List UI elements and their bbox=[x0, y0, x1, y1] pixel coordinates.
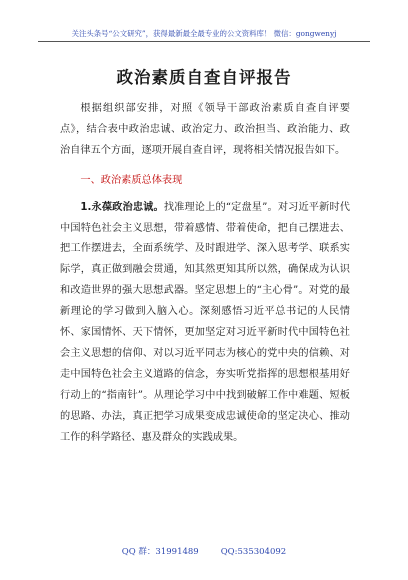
footer-qq-group: QQ 群：31991489 bbox=[121, 547, 199, 557]
header-notice: 关注头条号“公文研究”，获得最新最全最专业的公文资料库！ 微信：gongwenyj bbox=[71, 29, 337, 38]
document-body bbox=[60, 99, 350, 449]
item-1-text: 找准理论上的“定盘星”。对习近平新时代中国特色社会主义思想，带着感情、带着使命，把自己摆进去、把工作摆进去，全面系统学、及时跟进学、深入思考学、联系实际学，真正做到融会贯通，知其然更知其所以然，确保成为认识和改造世界的强大思想武器。坚定思想上的“主心骨”。对党的最新理论的学习做到入脑入心。深刻感悟习近平总书记的人民情怀、家国情怀、天下情怀，更加坚定对习近平新时代中国特色社会主义思想的信仰、对以习近平同志为核心的党中央的信赖、对走中国特色社会主义道路的信念，夯实听党指挥的思想根基用好行动上的“指南针”。从理论学习中中找到破解工作中难题、短板的思路、办法，真正把学习成果变成忠诚使命的坚定决心、推动工作的科学路径、惠及群众的实践成果。 bbox=[60, 201, 350, 443]
footer-qq: QQ:535304092 bbox=[220, 547, 287, 557]
footer-contact bbox=[0, 545, 408, 557]
intro-paragraph: 根据组织部安排，对照《领导干部政治素质自查自评要点》，结合表中政治忠诚、政治定力、政治担当、政治能力、政治自律五个方面，逐项开展自查自评，现将相关情况报告如下。 bbox=[60, 103, 350, 156]
header-divider bbox=[38, 41, 370, 42]
item-1-lead: 1.永葆政治忠诚。 bbox=[80, 201, 164, 213]
item-1-paragraph bbox=[60, 198, 350, 449]
document-title: 政治素质自查自评报告 bbox=[116, 68, 292, 87]
section-heading: 一、政治素质总体表现 bbox=[80, 174, 183, 186]
